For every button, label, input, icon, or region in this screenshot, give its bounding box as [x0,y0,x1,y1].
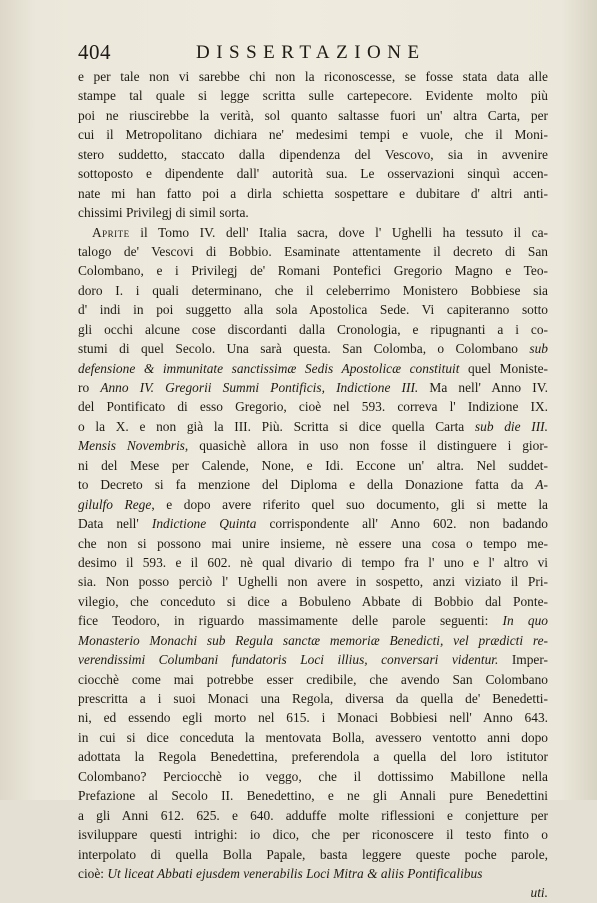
text-segment: doro I. i quali determinano, che il celeberrimo Monistero Bobbiese sia [78,282,548,298]
text-segment: quel Moniste- [459,360,548,376]
text-segment: verendissimi Columbani fundatoris Loci illius, conversari videntur. [78,652,499,668]
text-line [78,184,548,203]
text-segment: Imper- [498,652,548,668]
page-header [78,40,548,66]
text-line [78,86,548,105]
text-line [78,223,548,242]
text-segment: Colombano? Perciocchè io veggo, che il dottissimo Mabillone nella [78,768,548,784]
text-segment: poi ne riuscirebbe la verità, sol quanto saltasse fuori un' altra Carta, per [78,107,548,123]
text-line [78,806,548,825]
text-segment: In quo [502,613,548,629]
text-segment: Colombano, e i Privilegj de' Romani Pontefici Gregorio Magno e Teo- [78,263,548,279]
text-segment: isviluppare questi intrighi: io dico, che per riconoscere il testo finto o [78,827,548,843]
text-line [78,261,548,280]
text-line [78,864,548,883]
text-line [78,67,548,86]
text-line [78,242,548,261]
text-line [78,339,548,358]
text-segment: ro [78,380,101,395]
text-segment: ni del Mese per Calende, None, e Idi. Eccone un' altra. Nel suddet- [78,457,548,473]
body-text [78,67,548,903]
text-segment: Monasterio Monachi sub Regula sanctæ memoriæ Benedicti, vel prædicti re- [78,632,548,648]
text-segment: cui il Metropolitano dichiara ne' medesimi tempi e vuole, che il Moni- [78,127,548,143]
text-segment: stampe tal quale si legge scritta sulle cartepecore. Evidente molto più [78,88,548,104]
text-line [78,786,548,805]
text-line [78,378,548,397]
text-line [78,631,548,650]
text-segment: o la X. e non già la III. Più. Scritta si dice quella Carta [78,418,475,434]
text-segment: interpolato di quella Bolla Papale, basta leggere queste poche parole, [78,846,548,862]
text-segment: nate mi han fatto poi a dirla schietta sospettare e dubitare d' altri anti- [78,185,548,201]
text-segment: sub die III. [474,418,548,434]
text-segment: prescritta a i suoi Monaci una Regola, diversa da quella de' Benedetti- [78,691,548,706]
text-line [78,825,548,844]
text-line [78,514,548,533]
text-line [78,106,548,125]
text-segment: A- [535,477,548,493]
text-line [78,650,548,669]
text-segment: d' indi in poi suggetto alla sola Apostolica Sede. Vi capiteranno sotto [78,302,548,318]
running-title: DISSERTAZIONE [196,42,426,63]
text-segment: vilegio, che conceduto si dice a Bobuleno Abbate di Bobbio dal Ponte- [78,593,548,609]
text-line [78,397,548,416]
text-line [78,281,548,300]
text-line [78,747,548,766]
text-segment: ni, ed essendo egli morto nel 615. i Monaci Bobbiesi nell' Anno 643. [78,710,548,726]
text-segment: corrispondente all' Anno 602. non badando [256,516,548,532]
text-line [78,359,548,378]
text-line [78,145,548,164]
text-segment: in cui si dice conceduta la mentovata Bolla, avessero ventotto anni dopo [78,729,548,745]
text-segment: ciocchè come mai potrebbe esser credibile, che avendo San Colombano [78,671,548,687]
text-segment: adottata la Regola Benedettina, preferendola a quella del loro istitutor [78,749,548,765]
text-line [78,320,548,339]
text-segment: Mensis Novembris [78,438,185,454]
text-segment: Indictione Quinta [151,516,257,532]
text-line [78,475,548,494]
text-segment: stero suddetto, staccato dalla dipendenza del Vescovo, sia in avvenire [78,146,548,162]
text-line [78,592,548,611]
text-line [78,456,548,475]
text-segment: to Decreto si fa menzione del Diploma e della Donazione fatta da [78,477,536,493]
text-line [78,708,548,727]
text-line [78,300,548,319]
text-segment: sia. Non posso perciò l' Ughelli non avere in sospetto, anzi viziato il Pri- [78,574,548,590]
text-line [78,611,548,630]
text-segment: , quasichè allora in uso non fosse il distinguere i gior- [184,438,548,454]
text-segment: sottoposto e dipendente dall' autorità sua. Le osservazioni sinquì accen- [78,166,548,182]
text-segment: a gli Anni 612. 625. e 640. adduffe molte riflessioni e conjetture per [78,807,548,823]
text-segment: Aprite [92,224,130,240]
catchword-text: uti. [530,885,548,901]
text-segment: gilulfo Rege [78,496,152,512]
text-line [78,125,548,144]
text-segment: defensione & immunitate sanctissimæ Sedis Apostolicæ constituit [78,360,460,376]
text-segment: Prefazione al Secolo II. Benedettino, e ne gli Annali pure Benedettini [78,788,548,804]
text-segment: talogo de' Vescovi di Bobbio. Esaminate attentamente il decreto di San [78,243,548,259]
text-segment: cioè: [78,865,108,881]
text-segment: del Pontificato di esso Gregorio, cioè nel 593. correva l' Indizione IX. [78,399,548,415]
text-line [78,572,548,591]
text-segment: gli occhi alcune cose discordanti dalla Cronologia, e ripugnanti a i co- [78,321,548,337]
text-segment: sub [529,341,548,357]
text-segment: Data nell' [78,516,152,532]
text-segment: che non si possono mai unire insieme, nè essere una cosa o tempo me- [78,535,548,551]
paragraph [78,223,548,884]
text-segment: desimo il 593. e il 602. nè qual divario di tempo fra l' uno e l' altro vi [78,554,548,570]
text-line [78,553,548,572]
text-line [78,767,548,786]
text-line [78,203,548,222]
text-line [78,417,548,436]
text-line [78,670,548,689]
text-segment: fice Teodoro, in riguardo massimamente delle parole seguenti: [78,613,503,629]
text-segment: il Tomo IV. dell' Italia sacra, dove l' Ughelli ha tessuto il ca- [129,224,548,240]
text-segment: , e dopo avere riferito quel suo documento, gli si mette la [151,496,548,512]
text-segment: Ut liceat Abbati ejusdem venerabilis Loci Mitra & aliis Pontificalibus [107,865,483,881]
text-line [78,845,548,864]
text-line [78,534,548,553]
page-number: 404 [78,40,111,64]
text-segment: Anno IV. Gregorii Summi Pontificis, Indictione III. [100,380,419,395]
text-segment: stumi di quel Secolo. Una sarà questa. San Colomba, o Colombano [78,341,530,357]
text-line [78,436,548,455]
text-segment: Ma nell' Anno IV. [418,380,548,395]
text-line [78,164,548,183]
text-segment: chissimi Privilegj di simil sorta. [78,205,249,221]
text-line [78,495,548,514]
text-segment: e per tale non vi sarebbe chi non la riconoscesse, se fosse stata data alle [78,69,548,84]
paragraph [78,67,548,223]
text-line [78,728,548,747]
catchword [78,883,548,902]
text-line [78,689,548,708]
